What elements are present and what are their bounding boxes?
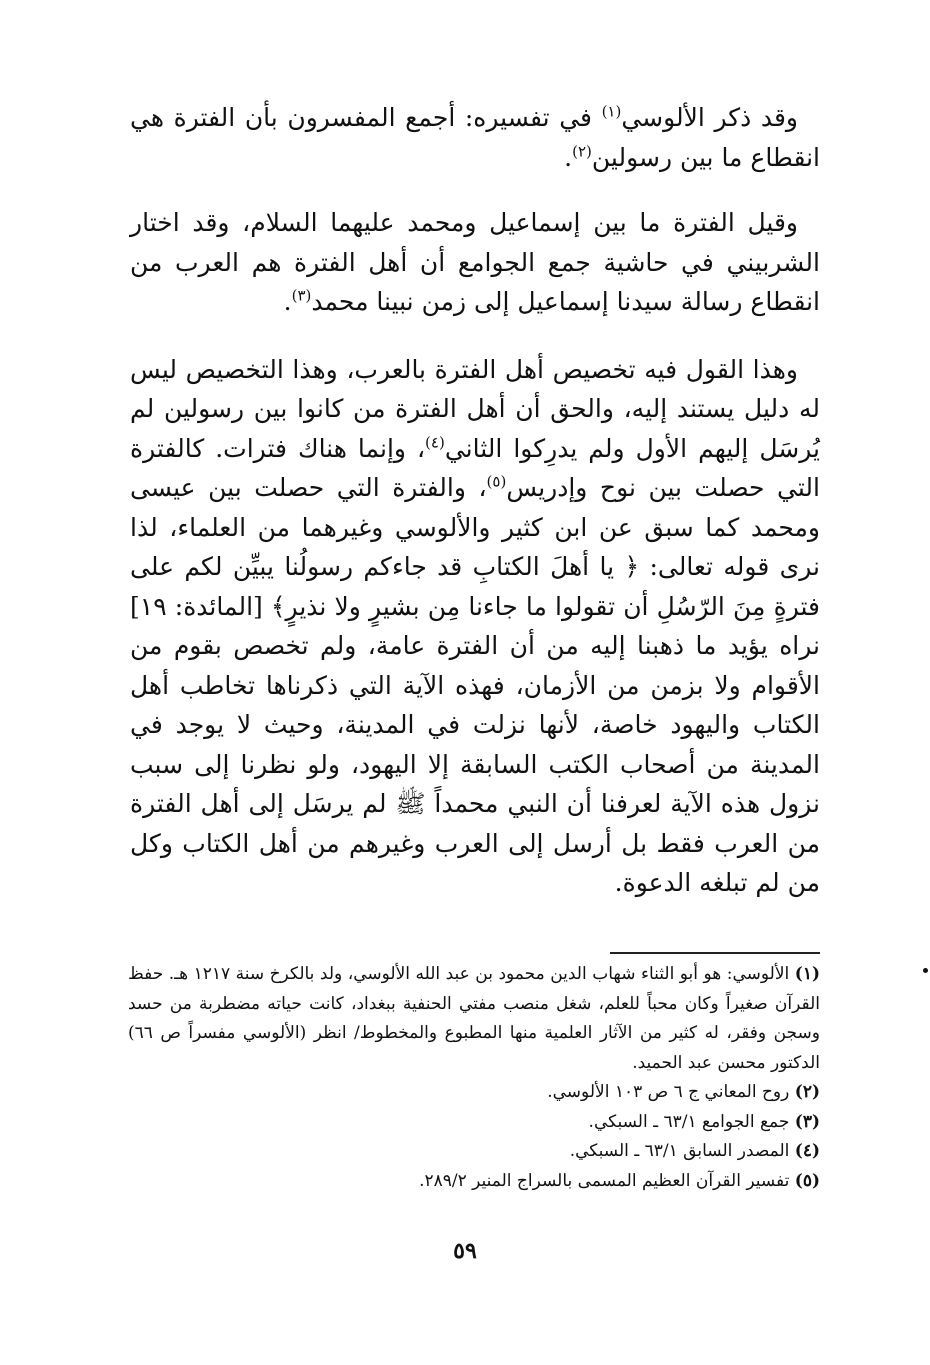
paragraph-2-text-a: وقيل الفترة ما بين إسماعيل ومحمد عليهما السلام، وقد اختار الشربيني في حاشية جمع الجوامع أن أهل الفترة هم العرب من انقطاع رسالة سيدنا إسماعيل إلى زمن نبينا محمد [130,208,820,316]
paragraph-1-text-c: . [564,142,573,172]
paragraph-2 [130,203,820,322]
footnote-4-text: المصدر السابق ٦٣/١ ـ السبكي. [569,1141,790,1161]
footnote-1-number: (١) [794,964,820,984]
margin-dot [923,968,928,973]
footnote-3-text: جمع الجوامع ٦٣/١ ـ السبكي. [588,1111,790,1132]
page-number: ٥٩ [453,1238,477,1264]
footnote-4-number: (٤) [794,1141,820,1161]
paragraph-3-text-b: ، وإنما هناك فترات. كالفترة التي حصلت بين نوح وإدريس [130,433,820,502]
footnote-1-text: الألوسي: هو أبو الثناء شهاب الدين محمود بن عبد الله الألوسي، ولد بالكرخ سنة ١٢١٧ هـ. حفظ القرآن صغيراً وكان محباً للعلم، شغل منصب مفتي الحنفية ببغداد، كانت حياته مضطربة من حسد وسجن وفقر، له كثير من الآثار العلمية منها المطبوع والمخطوط/ انظر (الألوسي مفسراً ص ٦٦) الدكتور محسن عبد الحميد. [128,964,820,1073]
footnote-5-text: تفسير القرآن العظيم المسمى بالسراج المنير ٢٨٩/٢. [419,1170,790,1191]
footnote-3 [128,1108,820,1138]
paragraph-1 [130,98,820,177]
footnote-4 [128,1137,820,1167]
footnote-5 [128,1167,820,1197]
footnote-3-number: (٣) [794,1111,820,1132]
footnote-2-text: روح المعاني ج ٦ ص ١٠٣ الألوسي. [547,1082,790,1102]
footnote-ref-5: (٥) [486,472,507,491]
footnote-2-number: (٢) [794,1082,820,1102]
footnote-ref-4: (٤) [425,433,445,452]
paragraph-2-text-b: . [283,287,292,316]
footnote-ref-1: (١) [601,102,622,121]
paragraph-3 [130,350,820,903]
paragraph-1-text-a: وقد ذكر الألوسي [621,103,798,132]
footnotes-section [128,960,820,1196]
footnote-2 [128,1078,820,1108]
footnote-ref-2: (٢) [572,142,592,161]
footnote-1 [128,960,820,1078]
footnote-divider [610,952,820,954]
paragraph-3-text-a: وهذا القول فيه تخصيص أهل الفترة بالعرب، وهذا التخصيص ليس له دليل يستند إليه، والحق أن أهل الفترة من كانوا بين رسولين لم يُرسَل إليهم الأول ولم يدرِكوا الثاني [130,354,820,463]
footnote-5-number: (٥) [794,1170,820,1191]
paragraph-3-text-c: ، والفترة التي حصلت بين عيسى ومحمد كما سبق عن ابن كثير والألوسي وغيرهما من العلماء، لذا نرى قوله تعالى: ﴿ يا أهلَ الكتابِ قد جاءكم رسولُنا يبيِّن لكم على فترةٍ مِنَ الرّسُلِ أن تقولوا ما جاءنا مِن بشيرٍ ولا نذيرٍ﴾ [المائدة: ١٩] نراه يؤيد ما ذهبنا إليه من أن الفترة عامة، ولم تخصص بقوم من الأقوام ولا بزمن من الأزمان، فهذه الآية التي ذكرناها تخاطب أهل الكتاب واليهود خاصة، لأنها نزلت في المدينة، وحيث لا يوجد في المدينة من أصحاب الكتب السابقة إلا اليهود، ولو نظرنا إلى سبب نزول هذه الآية لعرفنا أن النبي محمداً ﷺ لم يرسَل إلى أهل الفترة من العرب فقط بل أرسل إلى العرب وغيرهم من أهل الكتاب وكل من لم تبلغه الدعوة. [130,473,820,897]
paragraph-1-text-b: في تفسيره: أجمع المفسرون بأن الفترة هي انقطاع ما بين رسولين [130,103,820,172]
footnote-ref-3: (٣) [291,286,312,305]
main-text-body [130,98,820,925]
